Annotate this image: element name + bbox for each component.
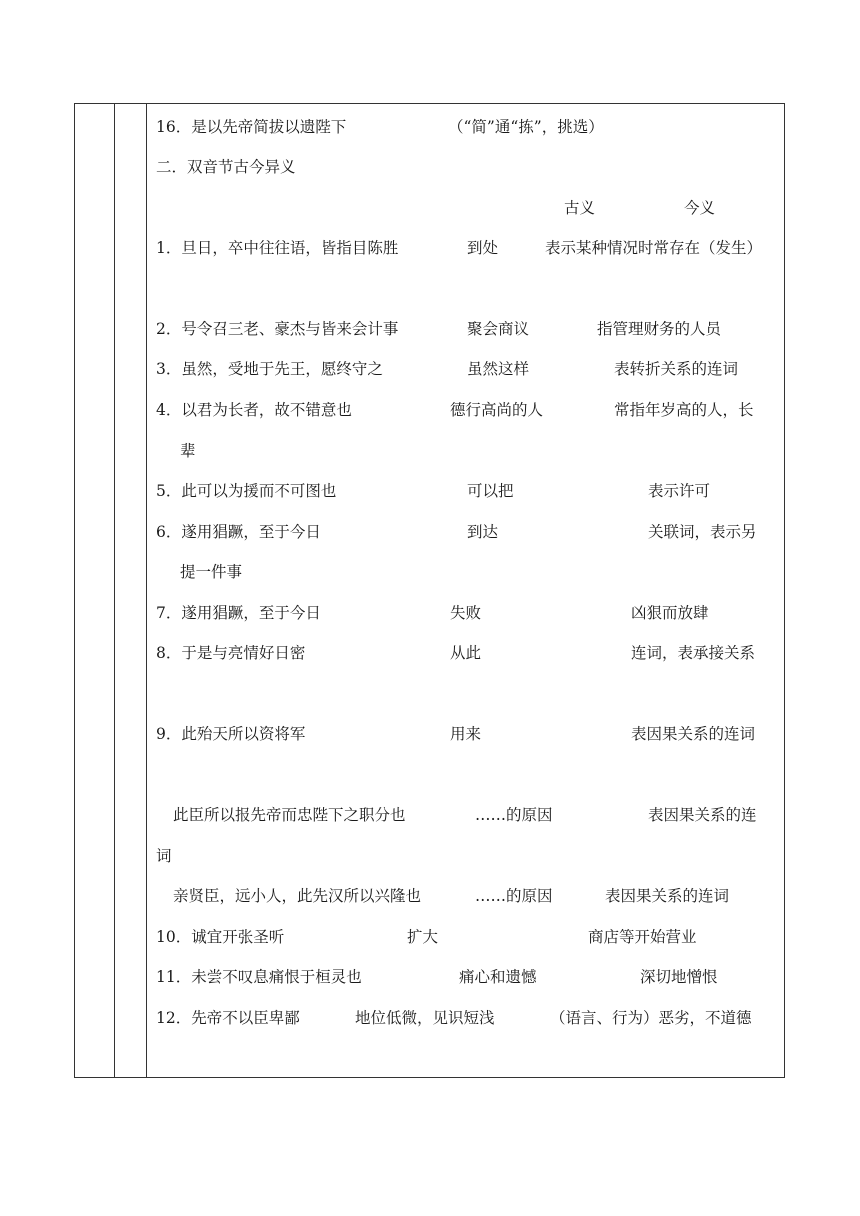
modern-meaning: 商店等开始营业	[588, 928, 697, 946]
column-header-ancient: 古义	[564, 199, 596, 217]
modern-meaning: 表示某种情况时常存在（发生）	[545, 239, 763, 257]
ancient-meaning: 到达	[467, 523, 499, 541]
ancient-meaning: ……的原因	[475, 887, 553, 905]
modern-meaning-wrap: 提一件事	[180, 563, 243, 581]
item-text: 亲贤臣，远小人，此先汉所以兴隆也	[173, 887, 422, 905]
item-text: 此臣所以报先帝而忠陛下之职分也	[173, 806, 406, 824]
item-text: 6．遂用猖蹶，至于今日	[156, 523, 321, 541]
item-text: 1．旦日，卒中往往语，皆指目陈胜	[156, 239, 399, 257]
modern-meaning: 表示许可	[648, 482, 711, 500]
item-text: 8．于是与亮情好日密	[156, 644, 306, 662]
item-text: 9．此殆天所以资将军	[156, 725, 306, 743]
item-text: 12．先帝不以臣卑鄙	[156, 1009, 300, 1027]
ancient-meaning: 地位低微，见识短浅	[355, 1009, 495, 1027]
item-text: 16．是以先帝简拔以遗陛下	[156, 118, 347, 136]
modern-meaning: 指管理财务的人员	[597, 320, 722, 338]
modern-meaning: 深切地憎恨	[640, 968, 718, 986]
ancient-meaning: 到处	[467, 239, 499, 257]
ancient-meaning: 虽然这样	[467, 360, 530, 378]
column-header-modern: 今义	[684, 199, 716, 217]
ancient-meaning: 扩大	[407, 928, 439, 946]
modern-meaning-wrap: 词	[156, 847, 172, 865]
ancient-meaning: 用来	[450, 725, 482, 743]
modern-meaning: 凶狠而放肆	[631, 604, 709, 622]
ancient-meaning: ……的原因	[475, 806, 553, 824]
modern-meaning: 表转折关系的连词	[614, 360, 739, 378]
ancient-meaning: 失败	[450, 604, 482, 622]
ancient-meaning: 德行高尚的人	[450, 401, 544, 419]
ancient-meaning: 从此	[450, 644, 482, 662]
item-text: 3．虽然，受地于先王，愿终守之	[156, 360, 383, 378]
section-heading: 二．双音节古今异义	[156, 158, 296, 176]
item-text: 11．未尝不叹息痛恨于桓灵也	[156, 968, 362, 986]
table-column-divider	[146, 104, 147, 1077]
ancient-meaning: 可以把	[467, 482, 514, 500]
item-text: 10．诚宜开张圣听	[156, 928, 285, 946]
modern-meaning-wrap: 辈	[180, 442, 196, 460]
ancient-meaning: 痛心和遗憾	[459, 968, 537, 986]
modern-meaning: （语言、行为）恶劣，不道德	[550, 1009, 752, 1027]
modern-meaning: 连词，表承接关系	[631, 644, 756, 662]
modern-meaning: 关联词，表示另	[648, 523, 757, 541]
modern-meaning: 表因果关系的连词	[631, 725, 756, 743]
table-column-divider	[114, 104, 115, 1077]
modern-meaning: 常指年岁高的人，长	[614, 401, 754, 419]
item-text: 2．号令召三老、豪杰与皆来会计事	[156, 320, 399, 338]
item-note: （“简”通“拣”，挑选）	[448, 118, 604, 136]
modern-meaning: 表因果关系的连	[648, 806, 757, 824]
item-text: 7．遂用猖蹶，至于今日	[156, 604, 321, 622]
modern-meaning: 表因果关系的连词	[605, 887, 730, 905]
ancient-meaning: 聚会商议	[467, 320, 530, 338]
item-text: 5．此可以为援而不可图也	[156, 482, 337, 500]
item-text: 4．以君为长者，故不错意也	[156, 401, 352, 419]
